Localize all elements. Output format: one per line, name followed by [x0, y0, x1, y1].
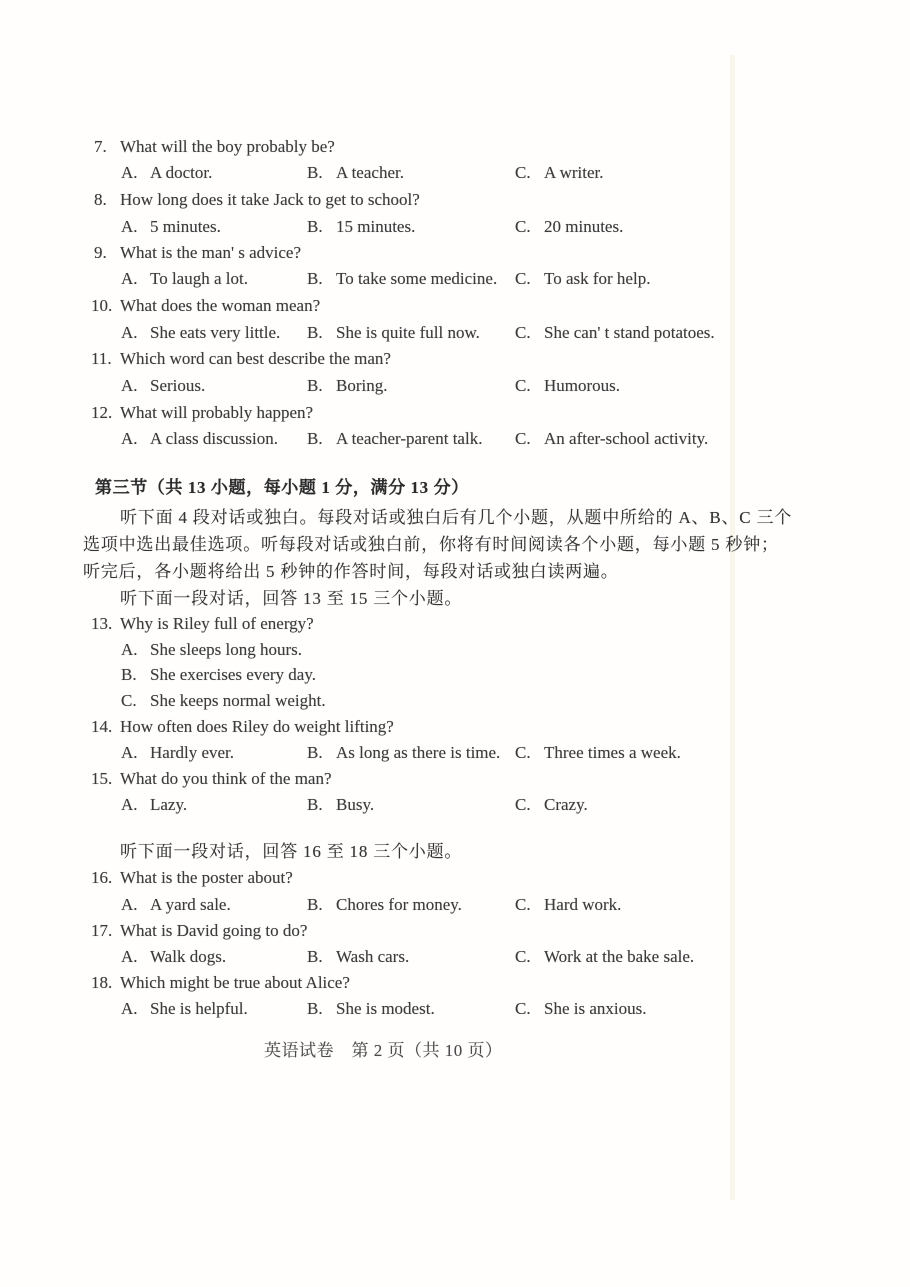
option-a-text: 5 minutes. — [150, 217, 221, 236]
question-text: What does the woman mean? — [120, 296, 321, 315]
scan-artifact — [730, 55, 735, 1200]
option-c-label: C. — [515, 895, 531, 914]
option-c-text: An after-school activity. — [544, 429, 709, 448]
section-title: 第三节（共 13 小题，每小题 1 分，满分 13 分） — [95, 478, 469, 497]
question-text: What do you think of the man? — [120, 769, 332, 788]
option-a-label: A. — [121, 947, 138, 966]
option-c-text: 20 minutes. — [544, 217, 624, 236]
option-a-text: She is helpful. — [150, 999, 248, 1018]
option-c-text: She is anxious. — [544, 999, 647, 1018]
option-b-text: A teacher-parent talk. — [336, 429, 483, 448]
option-c-label: C. — [515, 217, 531, 236]
option-a-label: A. — [121, 429, 138, 448]
option-c-label: C. — [515, 269, 531, 288]
option-a-label: A. — [121, 163, 138, 182]
option-b-label: B. — [307, 217, 323, 236]
option-a-text: A yard sale. — [150, 895, 231, 914]
option-a-label: A. — [121, 376, 138, 395]
question-number: 7. — [94, 137, 107, 156]
question-number: 11. — [91, 349, 112, 368]
option-b-text: 15 minutes. — [336, 217, 416, 236]
option-c-label: C. — [515, 743, 531, 762]
option-a-label: A. — [121, 895, 138, 914]
option-a-text: Lazy. — [150, 795, 188, 814]
question-number: 15. — [91, 769, 113, 788]
question-number: 8. — [94, 190, 107, 209]
listen-instruction: 听下面一段对话，回答 13 至 15 三个小题。 — [120, 589, 463, 608]
option-b-text: Busy. — [336, 795, 375, 814]
option-c-text: Three times a week. — [544, 743, 681, 762]
option-b-text: She exercises every day. — [150, 665, 316, 684]
question-number: 12. — [91, 403, 113, 422]
intro-line: 听下面 4 段对话或独白。每段对话或独白后有几个小题，从题中所给的 A、B、C 三个 — [120, 508, 793, 527]
option-a-text: She sleeps long hours. — [150, 640, 303, 659]
option-b-label: B. — [307, 269, 323, 288]
option-b-text: Chores for money. — [336, 895, 462, 914]
question-number: 9. — [94, 243, 107, 262]
option-b-text: She is modest. — [336, 999, 435, 1018]
option-b-text: To take some medicine. — [336, 269, 498, 288]
question-text: What will probably happen? — [120, 403, 314, 422]
question-number: 14. — [91, 717, 113, 736]
question-text: What will the boy probably be? — [120, 137, 335, 156]
option-a-text: A doctor. — [150, 163, 213, 182]
option-b-text: She is quite full now. — [336, 323, 480, 342]
option-b-label: B. — [307, 376, 323, 395]
option-a-text: She eats very little. — [150, 323, 281, 342]
option-c-label: C. — [515, 999, 531, 1018]
option-c-label: C. — [515, 323, 531, 342]
question-text: What is the man' s advice? — [120, 243, 302, 262]
option-c-label: C. — [515, 795, 531, 814]
option-a-label: A. — [121, 640, 138, 659]
question-text: Which might be true about Alice? — [120, 973, 350, 992]
question-text: What is David going to do? — [120, 921, 308, 940]
option-a-label: A. — [121, 217, 138, 236]
option-a-text: To laugh a lot. — [150, 269, 248, 288]
option-a-label: A. — [121, 999, 138, 1018]
option-c-text: She keeps normal weight. — [150, 691, 326, 710]
option-a-text: A class discussion. — [150, 429, 278, 448]
question-text: What is the poster about? — [120, 868, 293, 887]
option-c-label: C. — [515, 429, 531, 448]
option-b-label: B. — [307, 999, 323, 1018]
option-b-label: B. — [307, 743, 323, 762]
question-text: Which word can best describe the man? — [120, 349, 391, 368]
option-b-text: Boring. — [336, 376, 388, 395]
option-c-label: C. — [515, 947, 531, 966]
question-number: 13. — [91, 614, 113, 633]
option-b-label: B. — [307, 429, 323, 448]
option-c-label: C. — [515, 163, 531, 182]
option-c-text: To ask for help. — [544, 269, 651, 288]
option-b-text: A teacher. — [336, 163, 404, 182]
option-c-label: C. — [515, 376, 531, 395]
question-number: 10. — [91, 296, 113, 315]
option-a-label: A. — [121, 269, 138, 288]
option-c-text: Hard work. — [544, 895, 622, 914]
option-b-text: As long as there is time. — [336, 743, 501, 762]
question-text: How often does Riley do weight lifting? — [120, 717, 394, 736]
option-c-label: C. — [121, 691, 137, 710]
option-c-text: Humorous. — [544, 376, 621, 395]
question-text: How long does it take Jack to get to school? — [120, 190, 420, 209]
intro-line: 听完后，各小题将给出 5 秒钟的作答时间，每段对话或独白读两遍。 — [83, 562, 619, 581]
option-b-label: B. — [307, 163, 323, 182]
option-a-text: Hardly ever. — [150, 743, 235, 762]
option-b-label: B. — [307, 795, 323, 814]
option-a-label: A. — [121, 743, 138, 762]
option-c-text: Work at the bake sale. — [544, 947, 695, 966]
page-footer: 英语试卷 第 2 页（共 10 页） — [264, 1041, 503, 1060]
option-b-label: B. — [307, 947, 323, 966]
question-number: 16. — [91, 868, 113, 887]
option-b-label: B. — [307, 895, 323, 914]
intro-line: 选项中选出最佳选项。听每段对话或独白前，你将有时间阅读各个小题，每小题 5 秒钟； — [83, 535, 779, 554]
option-c-text: Crazy. — [544, 795, 588, 814]
option-c-text: She can' t stand potatoes. — [544, 323, 715, 342]
option-b-label: B. — [121, 665, 137, 684]
option-a-text: Walk dogs. — [150, 947, 227, 966]
option-b-label: B. — [307, 323, 323, 342]
question-number: 17. — [91, 921, 113, 940]
option-b-text: Wash cars. — [336, 947, 410, 966]
listen-instruction: 听下面一段对话，回答 16 至 18 三个小题。 — [120, 842, 463, 861]
option-c-text: A writer. — [544, 163, 604, 182]
question-text: Why is Riley full of energy? — [120, 614, 314, 633]
option-a-label: A. — [121, 795, 138, 814]
question-number: 18. — [91, 973, 113, 992]
option-a-label: A. — [121, 323, 138, 342]
option-a-text: Serious. — [150, 376, 206, 395]
